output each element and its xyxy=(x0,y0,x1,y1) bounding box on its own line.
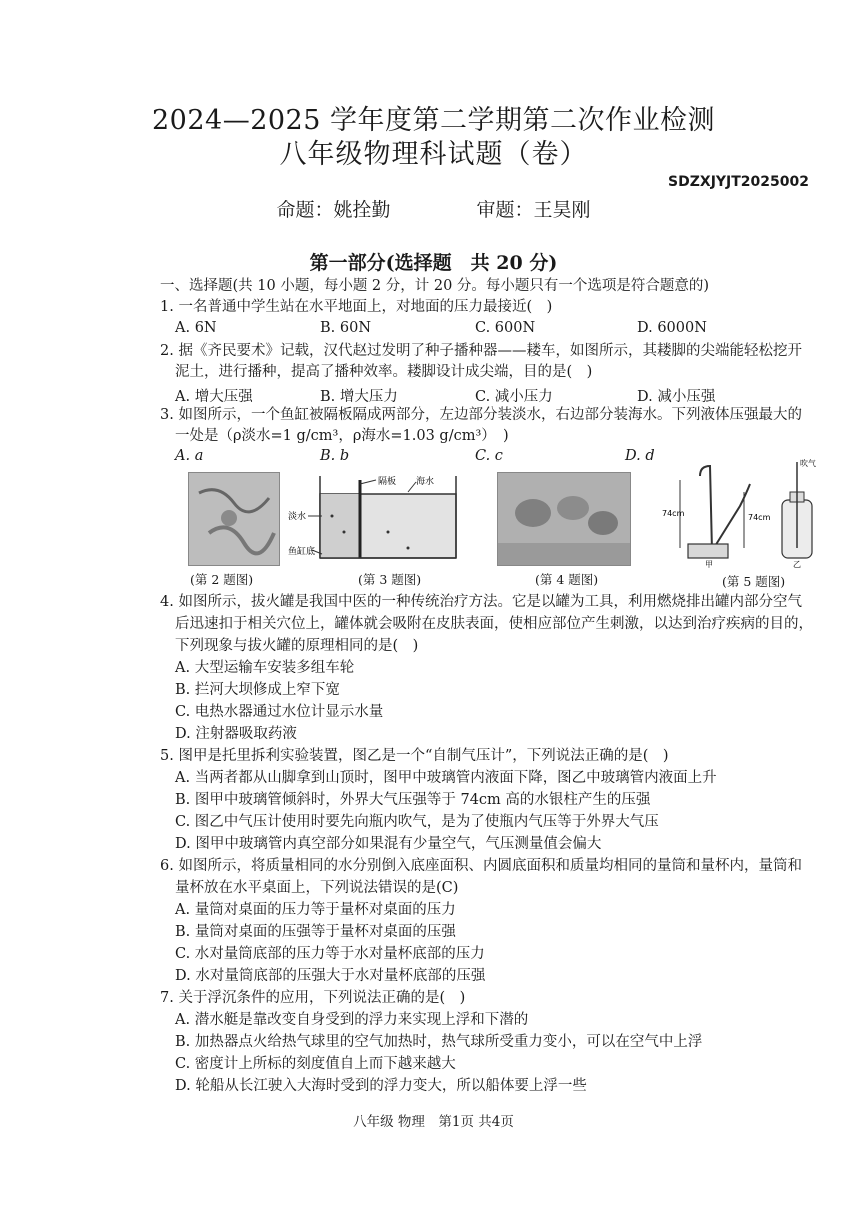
exam-code: SDZXJYJT2025002 xyxy=(668,174,809,190)
section-instructions: 一、选择题(共 10 小题，每小题 2 分，计 20 分。每小题只有一个选项是符合题意的) xyxy=(160,278,710,294)
q5-option-d: D. 图甲中玻璃管内真空部分如果混有少量空气，气压测量值会偏大 xyxy=(175,836,602,852)
author-label: 命题：姚拴勤 xyxy=(276,199,391,221)
fig3-tank-drawing xyxy=(288,472,463,564)
fig3-label-freshwater: 淡水 xyxy=(288,512,307,522)
q4-option-b: B. 拦河大坝修成上窄下宽 xyxy=(175,682,340,698)
fig3-label-seawater: 海水 xyxy=(416,477,435,487)
q4-option-a: A. 大型运输车安装多组车轮 xyxy=(175,660,355,676)
fig3-label-tank-bottom: 鱼缸底 xyxy=(288,547,316,557)
q3-option-a: A. a xyxy=(175,448,204,464)
q1-stem: 1. 一名普通中学生站在水平地面上，对地面的压力最接近( ) xyxy=(160,299,553,315)
q4-stem-line3: 下列现象与拔火罐的原理相同的是( ) xyxy=(175,638,419,654)
fig4-cupping-photo xyxy=(497,472,631,566)
q3-option-c: C. c xyxy=(475,448,503,464)
fig5-barometers xyxy=(660,456,835,568)
q2-option-b: B. 增大压力 xyxy=(320,389,398,405)
fig3-fish-tank xyxy=(288,472,463,564)
q2-option-a: A. 增大压强 xyxy=(175,389,253,405)
q5-option-b: B. 图甲中玻璃管倾斜时，外界大气压强等于 74cm 高的水银柱产生的压强 xyxy=(175,792,651,808)
q6-stem-line1: 6. 如图所示，将质量相同的水分别倒入底座面积、内圆底面积和质量均相同的量筒和量杯内，量筒和 xyxy=(160,858,802,874)
fig2-plow-photo xyxy=(188,472,280,566)
part-heading: 第一部分(选择题 共 20 分) xyxy=(309,252,558,274)
q3-option-b: B. b xyxy=(320,448,350,464)
q5-option-c: C. 图乙中气压计使用时要先向瓶内吹气，是为了使瓶内气压等于外界大气压 xyxy=(175,814,659,830)
fig5-label-height-left: 74cm xyxy=(662,509,685,518)
fig2-caption: (第 2 题图) xyxy=(190,572,254,587)
q6-option-b: B. 量筒对桌面的压强等于量杯对桌面的压强 xyxy=(175,924,456,940)
q2-option-d: D. 减小压强 xyxy=(637,389,716,405)
q2-option-c: C. 减小压力 xyxy=(475,389,553,405)
q4-option-d: D. 注射器吸取药液 xyxy=(175,726,297,742)
fig3-caption: (第 3 题图) xyxy=(358,572,422,587)
q7-stem: 7. 关于浮沉条件的应用，下列说法正确的是( ) xyxy=(160,990,466,1006)
q4-stem-line2: 后迅速扣于相关穴位上，罐体就会吸附在皮肤表面，使相应部位产生刺激，以达到治疗疾病的目的， xyxy=(175,616,813,632)
page-footer: 八年级 物理 第1页 共4页 xyxy=(353,1114,514,1130)
q1-option-d: D. 6000N xyxy=(637,320,707,336)
q5-option-a: A. 当两者都从山脚拿到山顶时，图甲中玻璃管内液面下降，图乙中玻璃管内液面上升 xyxy=(175,770,717,786)
fig5-label-yi: 乙 xyxy=(793,560,801,568)
q4-stem-line1: 4. 如图所示，拔火罐是我国中医的一种传统治疗方法。它是以罐为工具，利用燃烧排出罐内部分空气 xyxy=(160,594,802,610)
fig5-label-jia: 甲 xyxy=(705,560,713,568)
fig5-label-blow: 吹气 xyxy=(800,459,816,468)
fig4-caption: (第 4 题图) xyxy=(535,572,599,587)
q4-option-c: C. 电热水器通过水位计显示水量 xyxy=(175,704,384,720)
q7-option-a: A. 潜水艇是靠改变自身受到的浮力来实现上浮和下潜的 xyxy=(175,1012,529,1028)
q3-option-d: D. d xyxy=(625,448,655,464)
q6-option-a: A. 量筒对桌面的压力等于量杯对桌面的压力 xyxy=(175,902,456,918)
exam-title-line2: 八年级物理科试题（卷） xyxy=(279,139,588,170)
fig3-label-partition: 隔板 xyxy=(378,477,397,487)
fig2-photo-texture xyxy=(189,473,279,565)
q1-option-b: B. 60N xyxy=(320,320,372,336)
fig5-drawing xyxy=(660,456,835,568)
q7-option-b: B. 加热器点火给热气球里的空气加热时，热气球所受重力变小，可以在空气中上浮 xyxy=(175,1034,703,1050)
q2-stem-line1: 2. 据《齐民要术》记载，汉代赵过发明了种子播种器——耧车，如图所示，其耧脚的尖端能轻松挖开 xyxy=(160,343,802,359)
fig5-caption: (第 5 题图) xyxy=(722,574,786,589)
q2-stem-line2: 泥土，进行播种，提高了播种效率。耧脚设计成尖端，目的是( ) xyxy=(175,364,593,380)
q6-option-d: D. 水对量筒底部的压强大于水对量杯底部的压强 xyxy=(175,968,486,984)
q7-option-c: C. 密度计上所标的刻度值自上而下越来越大 xyxy=(175,1056,456,1072)
q1-option-a: A. 6N xyxy=(175,320,217,336)
q5-stem: 5. 图甲是托里拆利实验装置，图乙是一个“自制气压计”，下列说法正确的是( ) xyxy=(160,748,669,764)
exam-title-line1: 2024—2025 学年度第二学期第二次作业检测 xyxy=(151,105,715,136)
q3-stem-line2: 一处是（ρ淡水=1 g/cm³，ρ海水=1.03 g/cm³） ) xyxy=(175,428,509,444)
q6-option-c: C. 水对量筒底部的压力等于水对量杯底部的压力 xyxy=(175,946,485,962)
fig5-label-height-right: 74cm xyxy=(748,513,771,522)
exam-authors xyxy=(0,195,867,222)
q1-option-c: C. 600N xyxy=(475,320,536,336)
fig4-photo-texture xyxy=(498,473,630,565)
q3-stem-line1: 3. 如图所示，一个鱼缸被隔板隔成两部分，左边部分装淡水，右边部分装海水。下列液体压强最大的 xyxy=(160,407,802,423)
reviewer-label: 审题：王昊刚 xyxy=(476,199,591,221)
q7-option-d: D. 轮船从长江驶入大海时受到的浮力变大，所以船体要上浮一些 xyxy=(175,1078,587,1094)
q6-stem-line2: 量杯放在水平桌面上，下列说法错误的是(C) xyxy=(175,880,459,896)
